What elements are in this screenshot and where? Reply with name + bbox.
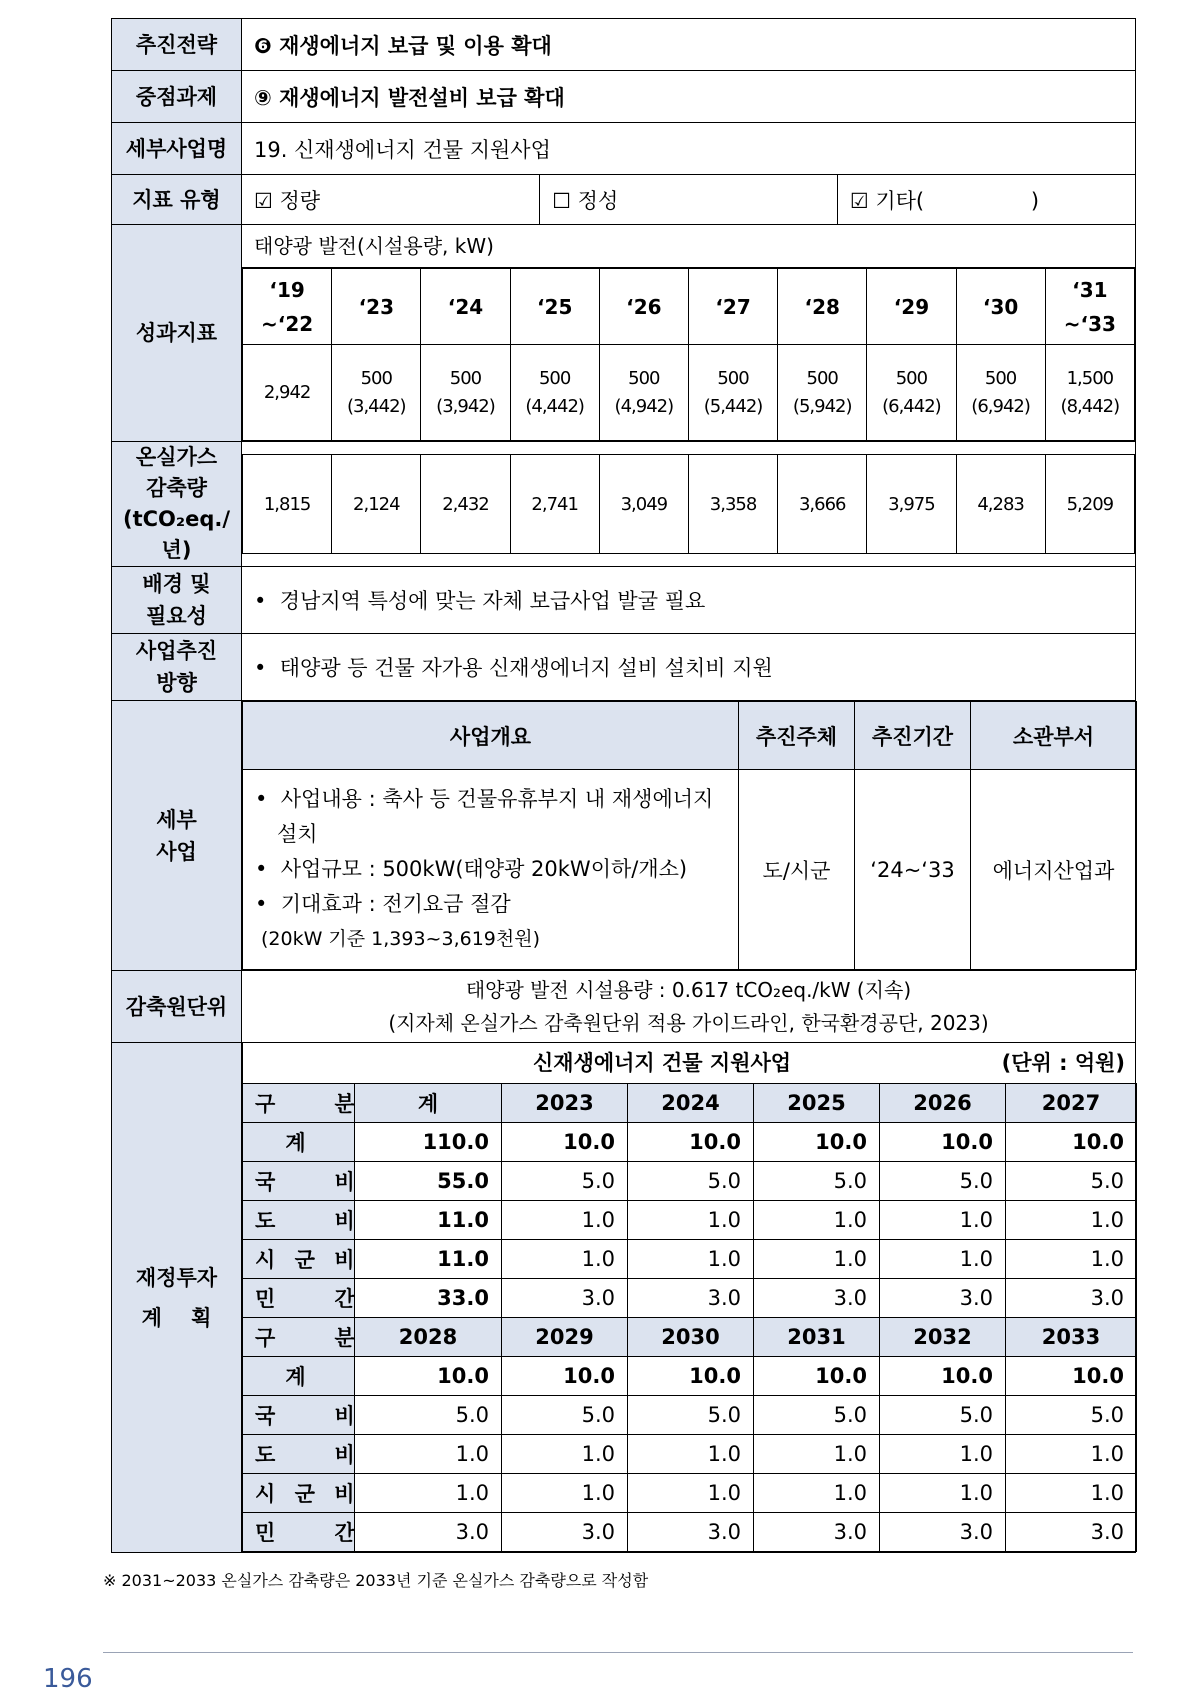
finance-value: 110.0	[355, 1123, 502, 1162]
finance-value: 1.0	[880, 1435, 1006, 1474]
finance-row-label: 국 비	[243, 1162, 355, 1201]
strategy-value: ❻ 재생에너지 보급 및 이용 확대	[242, 19, 1136, 71]
finance-label: 재정투자 계 획	[112, 1043, 242, 1553]
ghg-value: 3,049	[599, 455, 688, 554]
finance-year-header: 2023	[502, 1084, 628, 1123]
page-rule	[103, 1652, 1133, 1653]
finance-value: 1.0	[502, 1201, 628, 1240]
finance-value: 3.0	[355, 1513, 502, 1552]
reduction-unit-line2: (지자체 온실가스 감축원단위 적용 가이드라인, 한국환경공단, 2023)	[388, 1010, 989, 1035]
finance-value: 10.0	[502, 1357, 628, 1396]
finance-row	[243, 1357, 1137, 1396]
project-sheet	[111, 18, 1135, 1553]
finance-year-header: 2032	[880, 1318, 1006, 1357]
direction-text: • 태양광 등 건물 자가용 신재생에너지 설비 설치비 지원	[242, 634, 1136, 701]
performance-value: 1,500 (8,442)	[1045, 345, 1134, 441]
finance-category-header: 구 분	[243, 1318, 355, 1357]
finance-row	[243, 1240, 1137, 1279]
ghg-value: 3,358	[688, 455, 777, 554]
performance-value: 500 (3,942)	[421, 345, 510, 441]
ghg-value: 3,666	[778, 455, 867, 554]
indicator-type-options	[242, 175, 1135, 224]
finance-year-header: 2025	[754, 1084, 880, 1123]
performance-value: 500 (6,442)	[867, 345, 956, 441]
finance-header-row	[243, 1318, 1137, 1357]
finance-value: 1.0	[502, 1474, 628, 1513]
performance-year-header: ‘23	[332, 269, 421, 345]
finance-row-label: 시 군 비	[243, 1240, 355, 1279]
finance-value: 3.0	[1006, 1513, 1137, 1552]
finance-value: 10.0	[355, 1357, 502, 1396]
finance-value: 10.0	[880, 1123, 1006, 1162]
finance-value: 1.0	[628, 1201, 754, 1240]
finance-value: 5.0	[502, 1396, 628, 1435]
finance-category-header: 구 분	[243, 1084, 355, 1123]
background-label: 배경 및 필요성	[112, 567, 242, 634]
finance-year-header: 2033	[1006, 1318, 1137, 1357]
finance-value: 5.0	[880, 1396, 1006, 1435]
ghg-value: 4,283	[956, 455, 1045, 554]
finance-value: 1.0	[1006, 1240, 1137, 1279]
indicator-type-label: 지표 유형	[112, 175, 242, 225]
finance-value: 5.0	[754, 1396, 880, 1435]
finance-value: 10.0	[1006, 1123, 1137, 1162]
finance-title-row	[242, 1043, 1135, 1083]
finance-row	[243, 1474, 1137, 1513]
performance-value: 500 (3,442)	[332, 345, 421, 441]
finance-year-header: 2026	[880, 1084, 1006, 1123]
finance-year-header: 2027	[1006, 1084, 1137, 1123]
finance-value: 3.0	[1006, 1279, 1137, 1318]
finance-row-label: 국 비	[243, 1396, 355, 1435]
finance-value: 10.0	[628, 1123, 754, 1162]
finance-year-header: 계	[355, 1084, 502, 1123]
finance-row	[243, 1123, 1137, 1162]
project-label: 세부사업명	[112, 123, 242, 175]
finance-row-label: 시 군 비	[243, 1474, 355, 1513]
finance-value: 1.0	[754, 1201, 880, 1240]
finance-value: 1.0	[1006, 1474, 1137, 1513]
finance-value: 1.0	[880, 1201, 1006, 1240]
finance-row-label: 계	[243, 1123, 355, 1162]
finance-value: 10.0	[502, 1123, 628, 1162]
performance-value: 500 (4,442)	[510, 345, 599, 441]
finance-year-header: 2031	[754, 1318, 880, 1357]
finance-value: 10.0	[1006, 1357, 1137, 1396]
finance-value: 5.0	[502, 1162, 628, 1201]
finance-year-header: 2029	[502, 1318, 628, 1357]
indicator-option: ☑ 기타( )	[849, 188, 1040, 213]
finance-value: 3.0	[502, 1513, 628, 1552]
indicator-option: ☑ 정량	[242, 175, 540, 224]
finance-value: 1.0	[754, 1240, 880, 1279]
performance-year-header: ‘27	[688, 269, 777, 345]
sub-period: ‘24~‘33	[855, 770, 971, 970]
sub-header-dept: 소관부서	[971, 702, 1137, 770]
finance-row	[243, 1279, 1137, 1318]
finance-value: 1.0	[1006, 1435, 1137, 1474]
finance-value: 10.0	[754, 1123, 880, 1162]
sub-agent: 도/시군	[739, 770, 855, 970]
finance-value: 3.0	[628, 1279, 754, 1318]
strategy-label: 추진전략	[112, 19, 242, 71]
finance-value: 1.0	[355, 1474, 502, 1513]
overview-item: • 기대효과 : 전기요금 절감	[255, 892, 511, 916]
finance-row-label: 계	[243, 1357, 355, 1396]
finance-row-label: 민 간	[243, 1513, 355, 1552]
finance-value: 1.0	[628, 1435, 754, 1474]
performance-year-header: ‘30	[956, 269, 1045, 345]
finance-value: 1.0	[502, 1435, 628, 1474]
finance-row-label: 도 비	[243, 1435, 355, 1474]
ghg-value: 2,741	[510, 455, 599, 554]
finance-title: 신재생에너지 건물 지원사업	[533, 1051, 792, 1075]
finance-row	[243, 1396, 1137, 1435]
finance-row	[243, 1162, 1137, 1201]
finance-value: 3.0	[880, 1513, 1006, 1552]
finance-value: 33.0	[355, 1279, 502, 1318]
task-label: 중점과제	[112, 71, 242, 123]
project-value: 19. 신재생에너지 건물 지원사업	[242, 123, 1136, 175]
task-value: ⑨ 재생에너지 발전설비 보급 확대	[242, 71, 1136, 123]
performance-caption: 태양광 발전(시설용량, kW)	[242, 225, 1135, 268]
finance-value: 5.0	[628, 1162, 754, 1201]
finance-row	[243, 1201, 1137, 1240]
background-text: • 경남지역 특성에 맞는 자체 보급사업 발굴 필요	[242, 567, 1136, 634]
finance-row-label: 도 비	[243, 1201, 355, 1240]
sub-header-agent: 추진주체	[739, 702, 855, 770]
performance-year-header: ‘25	[510, 269, 599, 345]
ghg-value: 3,975	[867, 455, 956, 554]
performance-value: 500 (5,442)	[688, 345, 777, 441]
finance-value: 11.0	[355, 1240, 502, 1279]
performance-label: 성과지표	[112, 225, 242, 442]
reduction-unit-label: 감축원단위	[112, 971, 242, 1043]
indicator-option: ☐ 정성	[540, 175, 838, 224]
finance-value: 5.0	[1006, 1396, 1137, 1435]
finance-value: 10.0	[880, 1357, 1006, 1396]
reduction-unit-line1: 태양광 발전 시설용량 : 0.617 tCO₂eq./kW (지속)	[465, 977, 912, 1002]
finance-value: 10.0	[754, 1357, 880, 1396]
sub-dept: 에너지산업과	[971, 770, 1137, 970]
finance-value: 3.0	[880, 1279, 1006, 1318]
ghg-value: 2,124	[332, 455, 421, 554]
finance-year-header: 2030	[628, 1318, 754, 1357]
footnote: ※ 2031~2033 온실가스 감축량은 2033년 기준 온실가스 감축량으로 작성함	[103, 1571, 649, 1590]
finance-value: 1.0	[880, 1240, 1006, 1279]
finance-value: 5.0	[754, 1162, 880, 1201]
sub-overview	[243, 770, 739, 970]
finance-value: 1.0	[628, 1240, 754, 1279]
finance-row	[243, 1513, 1137, 1552]
direction-label: 사업추진 방향	[112, 634, 242, 701]
finance-value: 1.0	[880, 1474, 1006, 1513]
finance-value: 1.0	[754, 1435, 880, 1474]
finance-value: 5.0	[1006, 1162, 1137, 1201]
ghg-label: 온실가스 감축량 (tCO₂eq./년)	[112, 442, 242, 567]
finance-value: 10.0	[628, 1357, 754, 1396]
finance-unit: (단위 : 억원)	[1001, 1051, 1125, 1075]
ghg-value: 2,432	[421, 455, 510, 554]
sub-header-period: 추진기간	[855, 702, 971, 770]
finance-value: 1.0	[355, 1435, 502, 1474]
finance-year-header: 2028	[355, 1318, 502, 1357]
finance-table	[242, 1083, 1137, 1552]
finance-value: 5.0	[880, 1162, 1006, 1201]
finance-value: 1.0	[1006, 1201, 1137, 1240]
project-table	[111, 18, 1136, 1553]
performance-year-header: ‘28	[778, 269, 867, 345]
finance-value: 1.0	[754, 1474, 880, 1513]
finance-value: 5.0	[628, 1396, 754, 1435]
overview-item: • 사업내용 : 축사 등 건물유휴부지 내 재생에너지 설치	[255, 787, 714, 846]
overview-note: (20kW 기준 1,393~3,619천원)	[261, 928, 540, 950]
performance-year-header: ‘19 ~‘22	[243, 269, 332, 345]
performance-year-header: ‘24	[421, 269, 510, 345]
ghg-value: 1,815	[243, 455, 332, 554]
sub-project-table	[242, 701, 1137, 970]
performance-year-header: ‘31 ~‘33	[1045, 269, 1134, 345]
performance-year-header: ‘29	[867, 269, 956, 345]
performance-table	[242, 268, 1135, 441]
finance-value: 5.0	[355, 1396, 502, 1435]
finance-value: 1.0	[502, 1240, 628, 1279]
performance-value: 500 (5,942)	[778, 345, 867, 441]
ghg-value: 5,209	[1045, 455, 1134, 554]
finance-value: 3.0	[754, 1513, 880, 1552]
performance-value: 500 (6,942)	[956, 345, 1045, 441]
performance-year-header: ‘26	[599, 269, 688, 345]
finance-row-label: 민 간	[243, 1279, 355, 1318]
finance-value: 11.0	[355, 1201, 502, 1240]
finance-value: 3.0	[502, 1279, 628, 1318]
finance-value: 3.0	[628, 1513, 754, 1552]
finance-value: 55.0	[355, 1162, 502, 1201]
finance-year-header: 2024	[628, 1084, 754, 1123]
sub-project-label: 세부 사업	[112, 701, 242, 971]
finance-value: 1.0	[628, 1474, 754, 1513]
ghg-table	[242, 454, 1135, 554]
page-number: 196	[43, 1664, 93, 1694]
sub-header-overview: 사업개요	[243, 702, 739, 770]
finance-header-row	[243, 1084, 1137, 1123]
performance-value: 500 (4,942)	[599, 345, 688, 441]
performance-value: 2,942	[243, 345, 332, 441]
overview-item: • 사업규모 : 500kW(태양광 20kW이하/개소)	[255, 857, 688, 881]
finance-value: 3.0	[754, 1279, 880, 1318]
finance-row	[243, 1435, 1137, 1474]
